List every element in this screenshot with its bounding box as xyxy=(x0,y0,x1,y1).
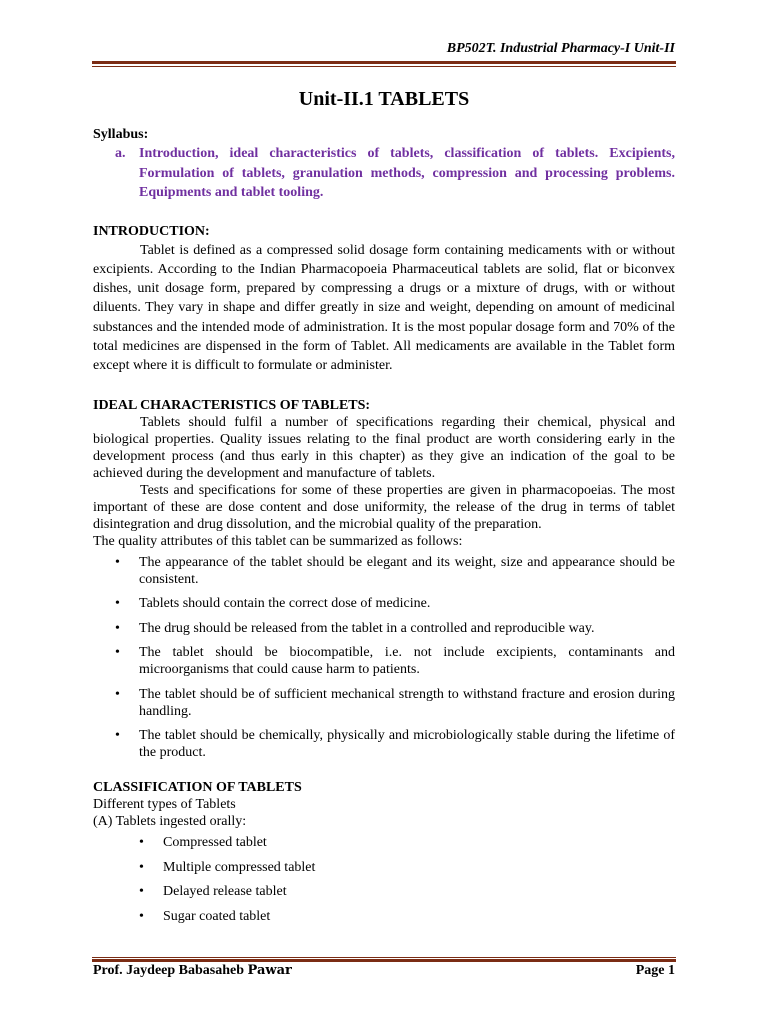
author-surname: Pawar xyxy=(247,963,292,978)
ideal-summary: The quality attributes of this tablet can be summarized as follows: xyxy=(93,533,463,549)
list-item: • Multiple compressed tablet xyxy=(93,859,675,876)
author-name: Prof. Jaydeep Babasaheb xyxy=(93,963,245,978)
page-title: Unit-II.1 TABLETS xyxy=(298,88,470,110)
bullet-icon: • xyxy=(139,909,144,925)
bullet-icon: • xyxy=(139,859,144,875)
list-item: • Compressed tablet xyxy=(93,834,675,851)
quality-attributes-list xyxy=(93,554,675,762)
ideal-paragraph-2: Tests and specifications for some of these properties are given in pharmacopoeias. The most important of these are dose content and dose uniformity, the release of the drug in terms of tablet disintegration and drug dissolution, and the microbial quality of the preparation. xyxy=(93,482,675,532)
running-header: BP502T. Industrial Pharmacy-I Unit-II xyxy=(446,41,675,56)
list-item: • The appearance of the tablet should be elegant and its weight, size and appearance should be consistent. xyxy=(93,554,675,588)
syllabus-item xyxy=(93,144,675,203)
syllabus-text: Introduction, ideal characteristics of tablets, classification of tablets. Excipients, Formulation of tablets, granulation methods, compression and processing problems. Equipments and tablet tooling. xyxy=(139,146,675,200)
bullet-icon: • xyxy=(139,835,144,851)
syllabus-label: Syllabus: xyxy=(93,127,149,142)
list-item: • The tablet should be biocompatible, i.e. not include excipients, contaminants and microorganisms that could cause harm to patients. xyxy=(93,644,675,678)
bullet-icon: • xyxy=(115,645,120,661)
list-item: • The tablet should be chemically, physically and microbiologically stable during the lifetime of the product. xyxy=(93,727,675,761)
list-item: • The drug should be released from the tablet in a controlled and reproducible way. xyxy=(93,620,675,637)
bullet-icon: • xyxy=(115,620,120,636)
tablet-types-list xyxy=(93,834,675,925)
page-number: Page 1 xyxy=(635,963,675,978)
footer-rule-thin xyxy=(92,957,676,958)
list-item: • Delayed release tablet xyxy=(93,883,675,900)
header-rule-thick xyxy=(92,61,676,64)
bullet-icon: • xyxy=(115,554,120,570)
bullet-icon: • xyxy=(115,728,120,744)
bullet-icon: • xyxy=(115,686,120,702)
footer-rule-thick xyxy=(92,959,676,962)
ideal-paragraph-1: Tablets should fulfil a number of specifications regarding their chemical, physical and biological properties. Quality issues relating to the final product are worth considering early in the development process (and thus early in this chapter) as they give an indication of the goal to be achieved during the development and manufacture of tablets. xyxy=(93,414,675,481)
classification-heading: CLASSIFICATION OF TABLETS xyxy=(93,780,302,796)
header-rule-thin xyxy=(92,66,676,67)
introduction-paragraph: Tablet is defined as a compressed solid dosage form containing medicaments with or without excipients. According to the Indian Pharmacopoeia Pharmaceutical tablets are solid, flat or biconvex dishes, unit dosage form, prepared by compressing a drugs or a mixture of drugs, with or without diluents. They vary in shape and differ greatly in size and weight, depending on amount of medicinal substances and the intended mode of administration. It is the most popular dosage form and 70% of the total medicines are dispensed in the form of Tablet. All medicaments are available in the Tablet form except where it is difficult to formulate or administer. xyxy=(93,242,675,374)
ideal-heading: IDEAL CHARACTERISTICS OF TABLETS: xyxy=(93,397,371,413)
list-item: • The tablet should be of sufficient mechanical strength to withstand fracture and erosion during handling. xyxy=(93,686,675,720)
introduction-heading: INTRODUCTION: xyxy=(93,223,210,239)
syllabus-marker: a. xyxy=(115,146,126,161)
classification-line-2: (A) Tablets ingested orally: xyxy=(93,814,247,830)
list-item: • Sugar coated tablet xyxy=(93,908,675,925)
bullet-icon: • xyxy=(115,596,120,612)
classification-line-1: Different types of Tablets xyxy=(93,797,236,813)
bullet-icon: • xyxy=(139,884,144,900)
list-item: • Tablets should contain the correct dose of medicine. xyxy=(93,595,675,612)
footer-author xyxy=(93,963,292,979)
main-content xyxy=(93,125,675,933)
